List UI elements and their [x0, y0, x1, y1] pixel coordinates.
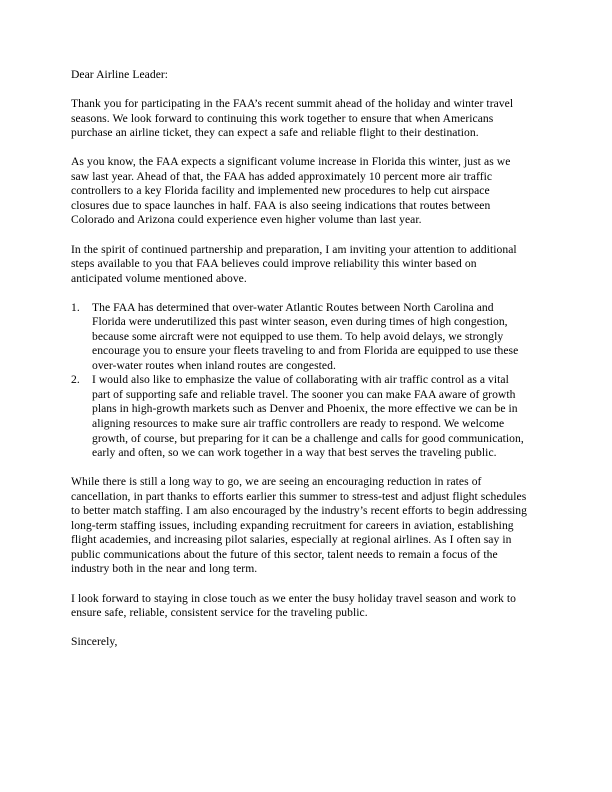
letter-body [71, 68, 529, 650]
list-item: The FAA has determined that over-water Atlantic Routes between North Carolina and Florida were underutilized this past winter season, even during times of high congestion, because some aircraft were not equipped to use them. To help avoid delays, we strongly encourage you to ensure your fleets traveling to and from Florida are equipped to use these over-water routes when inland routes are congested. [92, 300, 519, 372]
paragraph-4: While there is still a long way to go, we are seeing an encouraging reduction in rates of cancellation, in part thanks to efforts earlier this summer to stress-test and adjust flight schedules to better match staffing. I am also encouraged by the industry’s recent efforts to begin addressing long-term staffing issues, including expanding recruitment for careers in aviation, establishing flight academies, and increasing pilot salaries, especially at regional airlines. As I often say in public communications about the future of this sector, talent needs to remain a focus of the industry both in the near and long term. [71, 475, 527, 576]
numbered-list [71, 301, 529, 461]
paragraph-5: I look forward to staying in close touch as we enter the busy holiday travel season and work to ensure safe, reliable, consistent service for the traveling public. [71, 591, 517, 620]
closing-signature: Sincerely, [71, 635, 118, 649]
paragraph-2: As you know, the FAA expects a significant volume increase in Florida this winter, just as we saw last year. Ahead of that, the FAA has added approximately 10 percent more air traffic controllers to a key Florida facility and implemented new procedures to help cut airspace closures due to space launches in half. FAA is also seeing indications that routes between Colorado and Arizona could experience even higher volume than last year. [71, 155, 511, 227]
paragraph-3: In the spirit of continued partnership and preparation, I am inviting your attention to additional steps available to you that FAA believes could improve reliability this winter based on anticipated volume mentioned above. [71, 242, 517, 285]
salutation: Dear Airline Leader: [71, 68, 169, 81]
list-item: I would also like to emphasize the value of collaborating with air traffic control as a vital part of supporting safe and reliable travel. The sooner you can make FAA aware of growth plans in high-growth markets such as Denver and Phoenix, the more effective we can be in aligning resources to make sure air traffic controllers are ready to respond. We welcome growth, of course, but preparing for it can be a challenge and calls for good communication, early and often, so we can work together in a way that best serves the traveling public. [92, 373, 524, 460]
paragraph-1: Thank you for participating in the FAA’s recent summit ahead of the holiday and winter travel seasons. We look forward to continuing this work together to ensure that when Americans purchase an airline ticket, they can expect a safe and reliable flight to their destination. [71, 97, 514, 140]
